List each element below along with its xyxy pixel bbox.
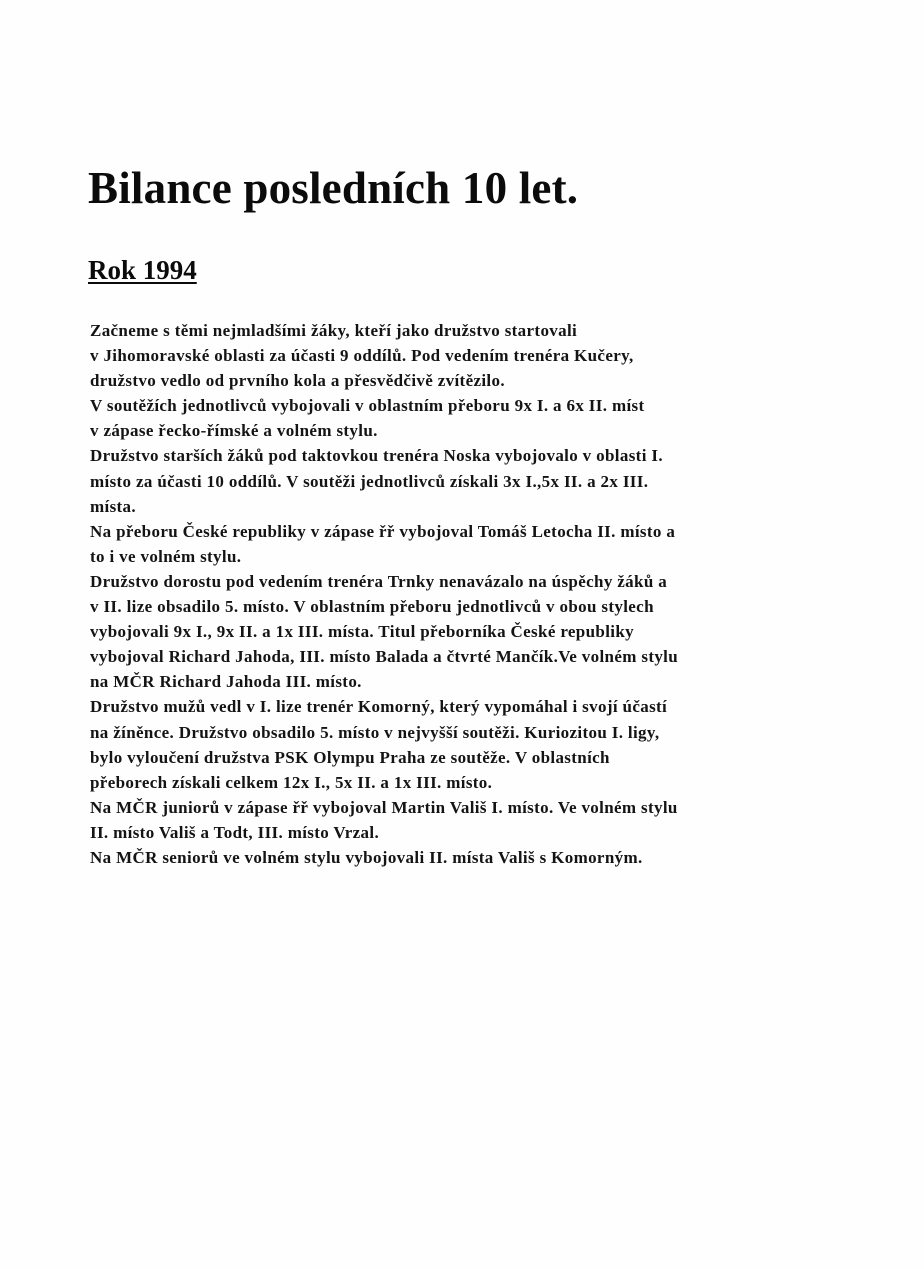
text-line: bylo vyloučení družstva PSK Olympu Praha ze soutěže. V oblastních bbox=[90, 747, 610, 767]
text-line: to i ve volném stylu. bbox=[90, 546, 242, 566]
text-line: místo za účasti 10 oddílů. V soutěži jednotlivců získali 3x I.,5x II. a 2x III. bbox=[90, 471, 649, 491]
text-line: Družstvo dorostu pod vedením trenéra Trnky nenavázalo na úspěchy žáků a bbox=[90, 571, 668, 591]
text-line: II. místo Vališ a Todt, III. místo Vrzal. bbox=[90, 822, 380, 842]
year-heading: Rok 1994 bbox=[88, 255, 197, 285]
text-line: na MČR Richard Jahoda III. místo. bbox=[90, 672, 362, 692]
text-line: vybojoval Richard Jahoda, III. místo Balada a čtvrté Mančík.Ve volném stylu bbox=[90, 647, 679, 667]
text-line: Na MČR juniorů v zápase řř vybojoval Martin Vališ I. místo. Ve volném stylu bbox=[90, 797, 678, 817]
text-line: v II. lize obsadilo 5. místo. V oblastním přeboru jednotlivců v obou stylech bbox=[90, 597, 654, 617]
page-title: Bilance posledních 10 let. bbox=[88, 163, 579, 213]
text-line: v Jihomoravské oblasti za účasti 9 oddílů. Pod vedením trenéra Kučery, bbox=[90, 346, 634, 366]
text-line: Začneme s těmi nejmladšími žáky, kteří jako družstvo startovali bbox=[90, 321, 578, 340]
text-line: Na MČR seniorů ve volném stylu vybojovali II. místa Vališ s Komorným. bbox=[90, 847, 643, 867]
text-line: družstvo vedlo od prvního kola a přesvědčivě zvítězilo. bbox=[90, 371, 505, 391]
text-line: Družstvo starších žáků pod taktovkou trenéra Noska vybojovalo v oblasti I. bbox=[90, 446, 663, 466]
text-line: Družstvo mužů vedl v I. lize trenér Komorný, který vypomáhal i svojí účastí bbox=[90, 697, 668, 717]
text-line: v zápase řecko-římské a volném stylu. bbox=[90, 421, 378, 441]
text-line: Na přeboru České republiky v zápase řř vybojoval Tomáš Letocha II. místo a bbox=[90, 521, 676, 541]
document-body bbox=[90, 318, 890, 870]
text-line: přeborech získali celkem 12x I., 5x II. a 1x III. místo. bbox=[90, 772, 493, 792]
text-line: V soutěžích jednotlivců vybojovali v oblastním přeboru 9x I. a 6x II. míst bbox=[90, 396, 645, 416]
text-line: na žíněnce. Družstvo obsadilo 5. místo v nejvyšší soutěži. Kuriozitou I. ligy, bbox=[90, 722, 660, 742]
text-line: vybojovali 9x I., 9x II. a 1x III. místa. Titul přeborníka České republiky bbox=[90, 622, 635, 642]
text-line: místa. bbox=[90, 496, 137, 516]
